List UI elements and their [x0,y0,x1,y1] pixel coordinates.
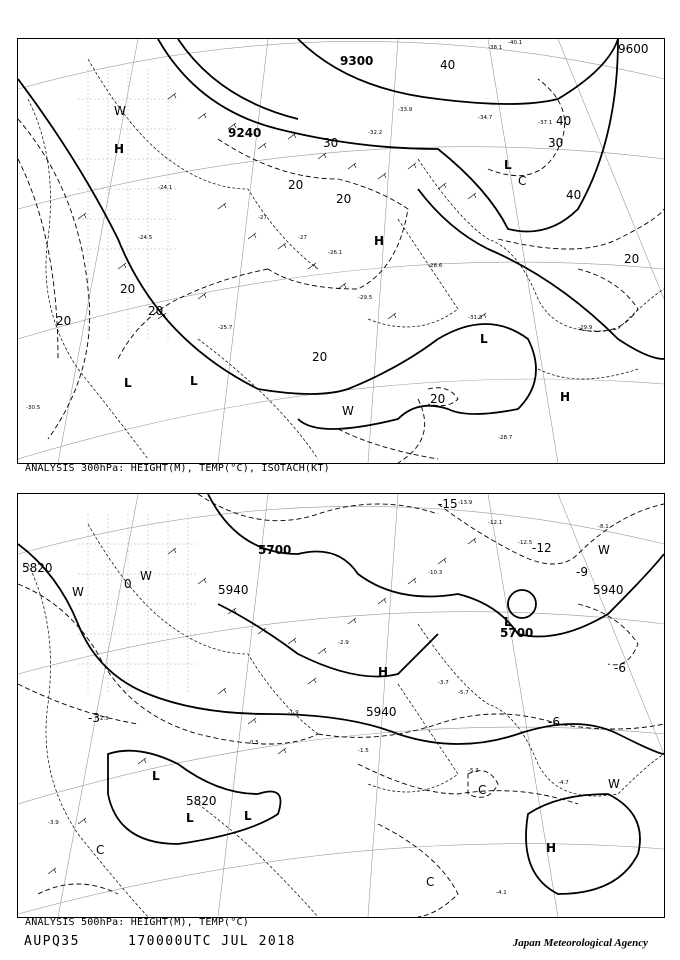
temp-label: -4.1 [496,890,507,896]
height-label: 5820 [22,561,53,575]
height-label: 5940 [593,583,624,597]
temp-label: -28.6 [428,263,443,269]
isotach-label: 20 [312,350,328,364]
isotach-label: 20 [624,252,640,266]
temp-label: -5.3 [468,768,479,774]
warm-center: W [72,585,84,599]
temp-label: -33.9 [398,107,413,113]
temp-label: -34.7 [478,115,493,121]
map-panel-500hpa [17,493,665,918]
low-center: L [480,332,488,346]
high-center: H [546,841,557,855]
warm-center: W [598,543,610,557]
temp-contour-label: -3 [88,711,100,725]
height-contours-500 [18,494,664,894]
temp-label: -27 [298,235,307,241]
isotach-label: 40 [556,114,572,128]
isotach-label: 20 [148,304,164,318]
temp-label: -29.5 [358,295,373,301]
height-label: 5820 [186,794,217,808]
isotach-contours-300 [18,79,664,463]
temp-label: -3.7 [438,680,449,686]
temp-label: -40.1 [508,40,523,46]
height-label: 5940 [366,705,397,719]
temp-label: -38.1 [488,45,503,51]
isotach-label: 20 [430,392,446,406]
isotach-label: 30 [323,136,339,150]
temp-label: -24.5 [138,235,153,241]
warm-center: W [140,569,152,583]
height-label: 9300 [340,54,374,68]
temp-label: -2.9 [338,640,349,646]
temp-label: -27 [258,215,267,221]
map-500hpa-svg [18,494,664,917]
map-panel-300hpa [17,38,665,464]
temp-label: -12.5 [518,540,533,546]
temp-label: -29.9 [578,325,593,331]
temp-label: -31.3 [468,315,483,321]
temp-labels-500 [48,500,609,896]
low-center: L [124,376,132,390]
temp-label: -13.9 [458,500,473,506]
temp-contour-label: -12 [532,541,552,555]
height-label: 9240 [228,126,262,140]
temp-label: -8.1 [598,524,609,530]
temp-contour-label: -6 [614,661,626,675]
isotach-label: 40 [566,188,582,202]
cold-center: C [426,875,435,889]
height-label: 5940 [218,583,249,597]
high-center: H [378,665,389,679]
jet-hatch-300 [78,69,178,339]
temp-label: -37.1 [538,120,553,126]
cold-center: C [518,174,527,188]
isotach-label: 20 [336,192,352,206]
height-label: 5700 [500,626,534,640]
temp-label: -10.3 [428,570,443,576]
wind-barbs-300 [78,93,486,319]
temp-contour-label: -15 [438,497,458,511]
hatch-500 [78,514,198,694]
low-center: L [186,811,194,825]
temp-label: -1.5 [358,748,369,754]
low-center: L [504,158,512,172]
cold-center: C [96,843,105,857]
high-center: H [560,390,571,404]
temp-label: -0.5 [248,740,259,746]
temp-label: -12.1 [488,520,503,526]
high-center: H [374,234,385,248]
cold-center: C [478,783,487,797]
isotach-label: 40 [440,58,456,72]
caption-500hpa: ANALYSIS 500hPa: HEIGHT(M), TEMP(°C) [25,917,249,928]
warm-center: W [114,104,126,118]
temp-label: -3.9 [48,820,59,826]
low-center: L [152,769,160,783]
temp-label: -30.5 [26,405,41,411]
warm-center: W [342,404,354,418]
temp-label: -1.9 [288,710,299,716]
low-center: L [244,809,252,823]
caption-300hpa: ANALYSIS 300hPa: HEIGHT(M), TEMP(°C), ISOTACH(KT) [25,463,330,474]
temp-label: -28.7 [498,435,513,441]
low-center: L [504,615,512,629]
temp-label: -25.7 [218,325,233,331]
height-contours-300 [18,39,664,429]
temp-label: -32.2 [368,130,383,136]
temp-contour-label: -6 [548,715,560,729]
temp-labels-300 [26,40,593,441]
isotach-label: 20 [120,282,136,296]
map-300hpa-svg [18,39,664,463]
temp-label: -26.1 [328,250,343,256]
valid-time: 170000UTC JUL 2018 [128,934,296,949]
temp-label: -4.7 [558,780,569,786]
high-center: H [114,142,125,156]
temp-contour-label: -9 [576,565,588,579]
temp-label: -24.1 [158,185,173,191]
height-label: 5700 [258,543,292,557]
isotach-label: 30 [548,136,564,150]
low-center: L [190,374,198,388]
temp-label: -5.7 [458,690,469,696]
isotach-label: 20 [288,178,304,192]
height-label: 9600 [618,42,649,56]
agency-name: Japan Meteorological Agency [512,937,648,949]
temp-contour-label: 0 [124,577,132,591]
isotach-label: 20 [56,314,72,328]
warm-center: W [608,777,620,791]
temp-label: -2.5 [98,716,109,722]
chart-code: AUPQ35 [24,934,80,949]
